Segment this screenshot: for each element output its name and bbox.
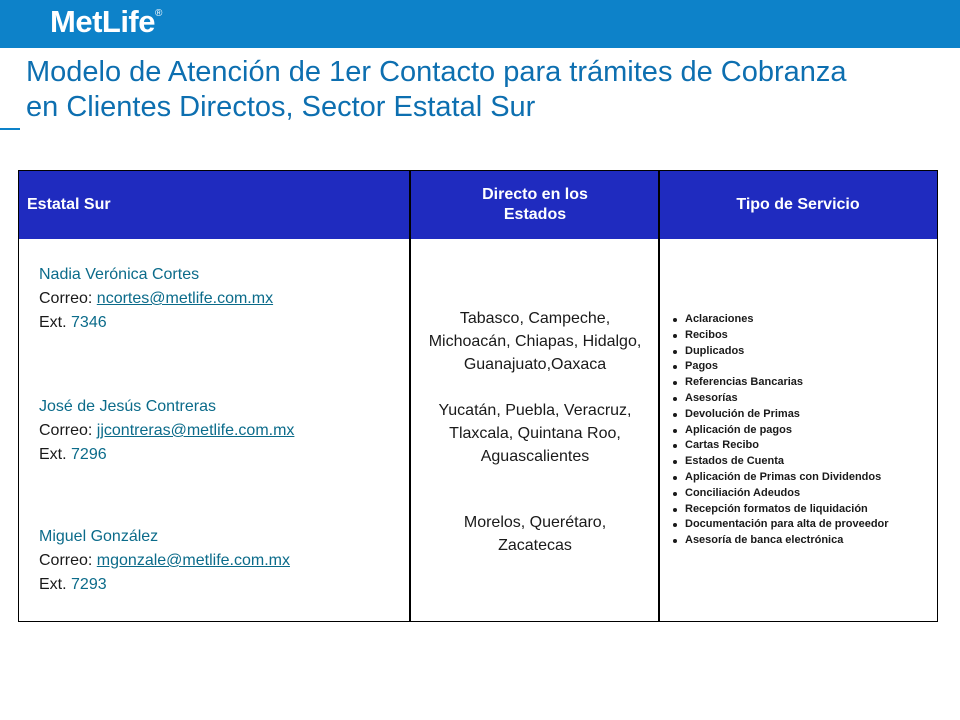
contact-email-row (39, 549, 290, 573)
contact-card (39, 263, 273, 335)
service-item: Duplicados (669, 344, 937, 360)
ext-label: Ext. (39, 314, 72, 331)
contact-card (39, 395, 294, 467)
service-item: Aplicación de Primas con Dividendos (669, 470, 937, 486)
email-label: Correo: (39, 290, 97, 307)
service-item: Conciliación Adeudos (669, 486, 937, 502)
contact-email-row (39, 287, 273, 311)
service-item: Referencias Bancarias (669, 375, 937, 391)
email-label: Correo: (39, 552, 97, 569)
service-item: Asesoría de banca electrónica (669, 533, 937, 549)
service-item: Cartas Recibo (669, 438, 937, 454)
service-item: Recepción formatos de liquidación (669, 502, 937, 518)
services-list (669, 312, 937, 549)
page-title (26, 55, 946, 125)
header-directo-estados (411, 171, 659, 239)
states-line: Tlaxcala, Quintana Roo, (449, 425, 621, 442)
header-estatal-sur: Estatal Sur (19, 171, 411, 239)
contact-name: Miguel González (39, 528, 159, 545)
contact-ext-row (39, 573, 290, 597)
contact-ext-row (39, 443, 294, 467)
ext-label: Ext. (39, 576, 72, 593)
metlife-logo (50, 4, 162, 40)
email-link[interactable]: jjcontreras@metlife.com.mx (96, 422, 295, 439)
registered-mark: ® (155, 8, 162, 19)
contact-ext-row (39, 311, 273, 335)
contact-email-row (39, 419, 294, 443)
service-item: Devolución de Primas (669, 407, 937, 423)
ext-number: 7296 (71, 446, 107, 463)
contact-card (39, 525, 290, 597)
states-group (411, 511, 659, 557)
header-tipo-servicio: Tipo de Servicio (659, 171, 937, 239)
header-directo-line2: Estados (503, 206, 567, 223)
states-line: Morelos, Querétaro, (463, 514, 607, 531)
email-link[interactable]: mgonzale@metlife.com.mx (96, 552, 290, 569)
states-group (411, 399, 659, 468)
ext-label: Ext. (39, 446, 72, 463)
ext-number: 7346 (71, 314, 107, 331)
contact-name: Nadia Verónica Cortes (39, 266, 200, 283)
ext-number: 7293 (71, 576, 107, 593)
service-item: Asesorías (669, 391, 937, 407)
title-rule (0, 128, 20, 130)
states-line: Yucatán, Puebla, Veracruz, (438, 402, 632, 419)
contacts-table (18, 170, 938, 622)
states-line: Tabasco, Campeche, (459, 310, 611, 327)
service-item: Documentación para alta de proveedor (669, 517, 937, 533)
states-line: Michoacán, Chiapas, Hidalgo, (428, 333, 642, 350)
header-directo-line1: Directo en los (482, 186, 588, 203)
states-group (411, 307, 659, 376)
contact-name: José de Jesús Contreras (39, 398, 216, 415)
states-line: Aguascalientes (480, 448, 590, 465)
title-line-2: en Clientes Directos, Sector Estatal Sur (26, 91, 536, 123)
logo-text: MetLife (50, 4, 155, 39)
top-bar (0, 0, 960, 48)
email-link[interactable]: ncortes@metlife.com.mx (96, 290, 274, 307)
service-item: Recibos (669, 328, 937, 344)
states-line: Guanajuato,Oaxaca (463, 356, 607, 373)
email-label: Correo: (39, 422, 97, 439)
title-line-1: Modelo de Atención de 1er Contacto para trámites de Cobranza (26, 56, 847, 88)
service-item: Aplicación de pagos (669, 423, 937, 439)
states-line: Zacatecas (498, 537, 572, 554)
service-item: Estados de Cuenta (669, 454, 937, 470)
service-item: Pagos (669, 359, 937, 375)
service-item: Aclaraciones (669, 312, 937, 328)
